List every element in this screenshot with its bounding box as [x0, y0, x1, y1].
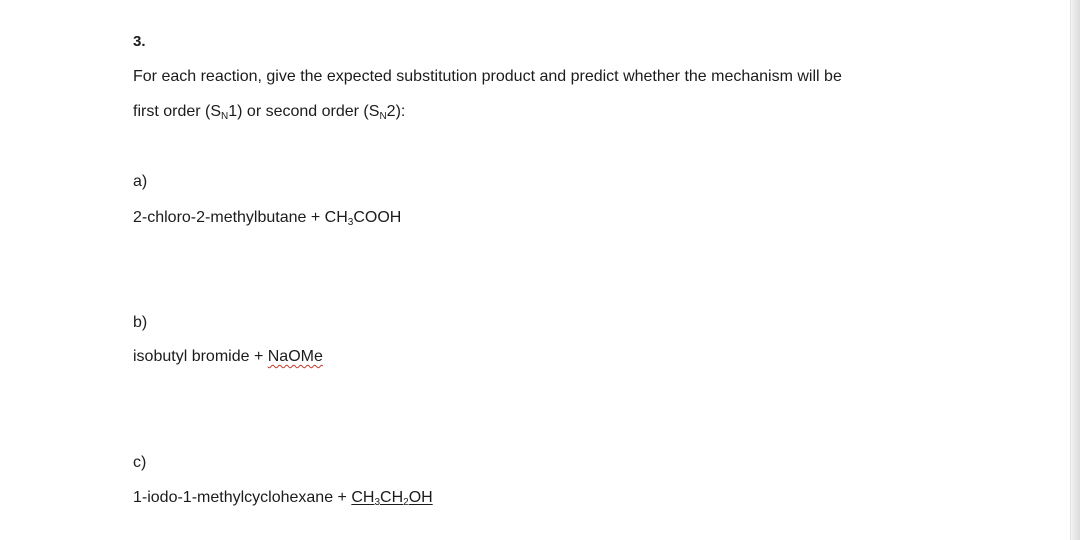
formula-part: CH: [351, 489, 375, 506]
formula-part: CH: [380, 489, 404, 506]
part-a-label: a): [133, 173, 148, 190]
part-c-label: c): [133, 454, 147, 471]
sn-subscript: N: [379, 111, 387, 122]
question-instructions-line-1: For each reaction, give the expected substitution product and predict whether the mechanism will be: [133, 68, 842, 85]
part-c-reaction: [133, 488, 433, 508]
reagent-underlined: [351, 489, 432, 506]
part-b-label: b): [133, 314, 148, 331]
intro-text-part: first order (S: [133, 103, 222, 120]
reaction-text: isobutyl bromide +: [133, 348, 268, 365]
page-edge: [1070, 0, 1080, 540]
reagent-spellcheck-underlined: NaOMe: [267, 348, 323, 365]
formula-subscript: 3: [347, 217, 354, 228]
formula-subscript: 3: [374, 497, 381, 508]
intro-text-part: 1) or second order (S: [228, 103, 380, 120]
question-number: 3.: [133, 33, 146, 50]
part-b-reaction: [133, 347, 323, 367]
question-instructions-line-2: [133, 102, 405, 122]
formula-part: OH: [408, 489, 433, 506]
reaction-text: COOH: [353, 209, 402, 226]
intro-text-part: 2):: [386, 103, 406, 120]
part-a-reaction: [133, 208, 401, 228]
reaction-text: 2-chloro-2-methylbutane + CH: [133, 209, 348, 226]
reaction-text: 1-iodo-1-methylcyclohexane +: [133, 489, 352, 506]
sn-subscript: N: [221, 111, 229, 122]
formula-subscript: 2: [403, 497, 409, 508]
